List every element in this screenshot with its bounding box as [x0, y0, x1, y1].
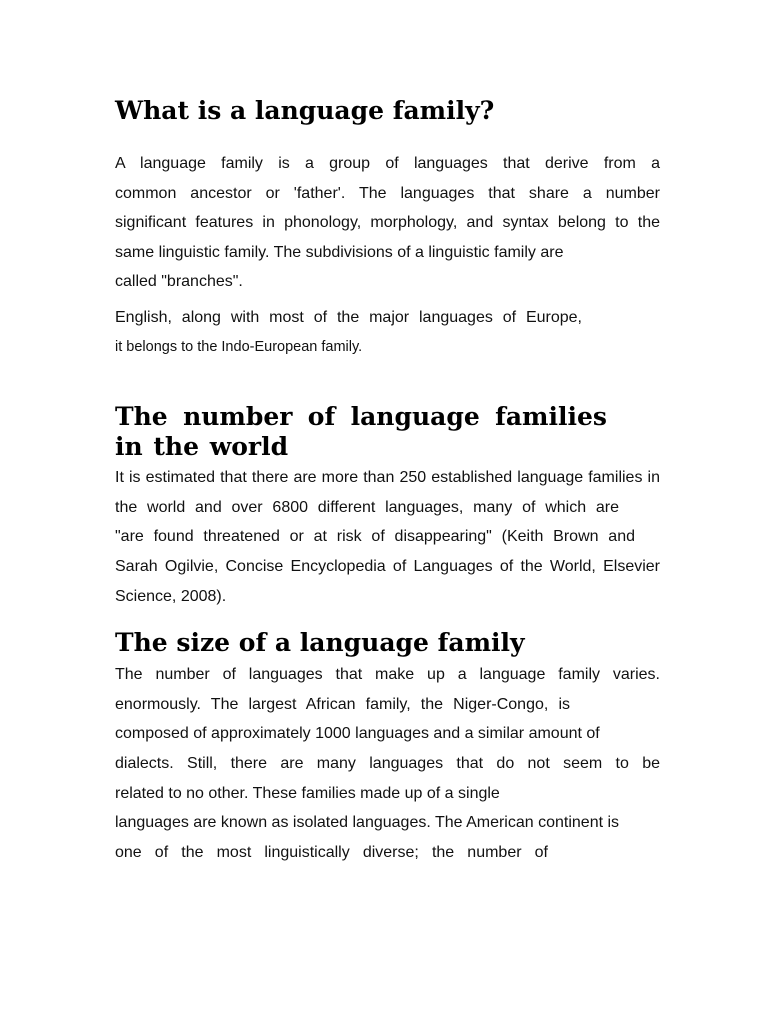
text-line: A language family is a group of languages that derive from a [115, 155, 660, 172]
text-line: The number of languages that make up a language family varies. [115, 666, 660, 684]
text-line: significant features in phonology, morphology, and syntax belong to the [115, 214, 660, 232]
text-line: English, along with most of the major languages of Europe, [115, 308, 582, 326]
text-line: "are found threatened or at risk of disappearing" (Keith Brown and [115, 528, 635, 546]
text-line: called "branches". [115, 273, 243, 291]
paragraph [115, 303, 660, 362]
paragraph [115, 660, 660, 867]
text-line: dialects. Still, there are many languages that do not seem to be [115, 754, 660, 772]
section-heading-language-family: What is a language family? [115, 96, 495, 125]
text-line: It is estimated that there are more than 250 established language families in [115, 469, 660, 487]
section-heading-number-of-families: The number of language families in the world [115, 402, 607, 462]
text-line: common ancestor or 'father'. The languages that share a number [115, 184, 660, 202]
text-line: it belongs to the Indo-European family. [115, 338, 363, 355]
paragraph [115, 149, 660, 297]
text-line: one of the most linguistically diverse; the number of [115, 843, 548, 861]
text-line: languages are known as isolated languages. The American continent is [115, 814, 620, 832]
text-line: the world and over 6800 different languages, many of which are [115, 498, 619, 516]
section-heading-family-size: The size of a language family [115, 628, 525, 658]
text-line: related to no other. These families made up of a single [115, 784, 500, 802]
paragraph [115, 463, 660, 611]
text-line: enormously. The largest African family, the Niger-Congo, is [115, 695, 570, 713]
text-line: composed of approximately 1000 languages and a similar amount of [115, 725, 600, 743]
text-line: Science, 2008). [115, 587, 227, 605]
text-line: same linguistic family. The subdivisions of a linguistic family are [115, 243, 564, 261]
document-body [115, 92, 660, 867]
text-line: Sarah Ogilvie, Concise Encyclopedia of Languages of the World, Elsevier [115, 557, 660, 575]
